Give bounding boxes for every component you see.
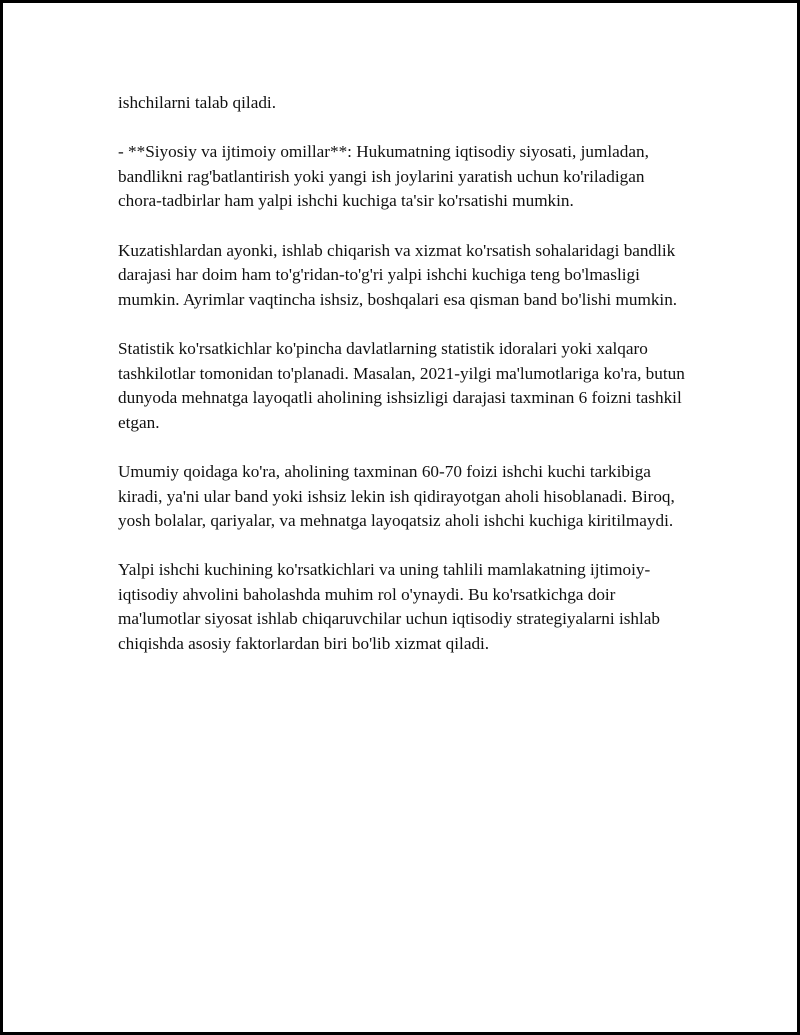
paragraph-continuation: ishchilarni talab qiladi.	[118, 93, 276, 112]
paragraph-political-social-factors: - **Siyosiy va ijtimoiy omillar**: Hukumatning iqtisodiy siyosati, jumladan, bandlikni rag'batlantirish yoki yangi ish joylarini yaratish uchun ko'riladigan chora-tadbirlar ham yalpi ishchi kuchiga ta'sir ko'rsatishi mumkin.	[118, 142, 649, 211]
paragraph-statistics: Statistik ko'rsatkichlar ko'pincha davlatlarning statistik idoralari yoki xalqaro tashkilotlar tomonidan to'planadi. Masalan, 2021-yilgi ma'lumotlariga ko'ra, butun dunyoda mehnatga layoqatli aholining ishsizligi darajasi taxminan 6 foizni tashkil etgan.	[118, 338, 685, 432]
document-body	[118, 91, 688, 657]
paragraph-conclusion: Yalpi ishchi kuchining ko'rsatkichlari va uning tahlili mamlakatning ijtimoiy-iqtisodiy ahvolini baholashda muhim rol o'ynaydi. Bu ko'rsatkichga doir ma'lumotlar siyosat ishlab chiqaruvchilar uchun iqtisodiy strategiyalarni ishlab chiqishda asosiy faktorlardan biri bo'lib xizmat qiladi.	[118, 560, 660, 654]
paragraph-observations: Kuzatishlardan ayonki, ishlab chiqarish va xizmat ko'rsatish sohalaridagi bandlik darajasi har doim ham to'g'ridan-to'g'ri yalpi ishchi kuchiga teng bo'lmasligi mumkin. Ayrimlar vaqtincha ishsiz, boshqalari esa qisman band bo'lishi mumkin.	[118, 240, 678, 309]
paragraph-general-rule: Umumiy qoidaga ko'ra, aholining taxminan 60-70 foizi ishchi kuchi tarkibiga kiradi, ya'ni ular band yoki ishsiz lekin ish qidirayotgan aholi hisoblanadi. Biroq, yosh bolalar, qariyalar, va mehnatga layoqatsiz aholi ishchi kuchiga kiritilmaydi.	[118, 461, 675, 531]
